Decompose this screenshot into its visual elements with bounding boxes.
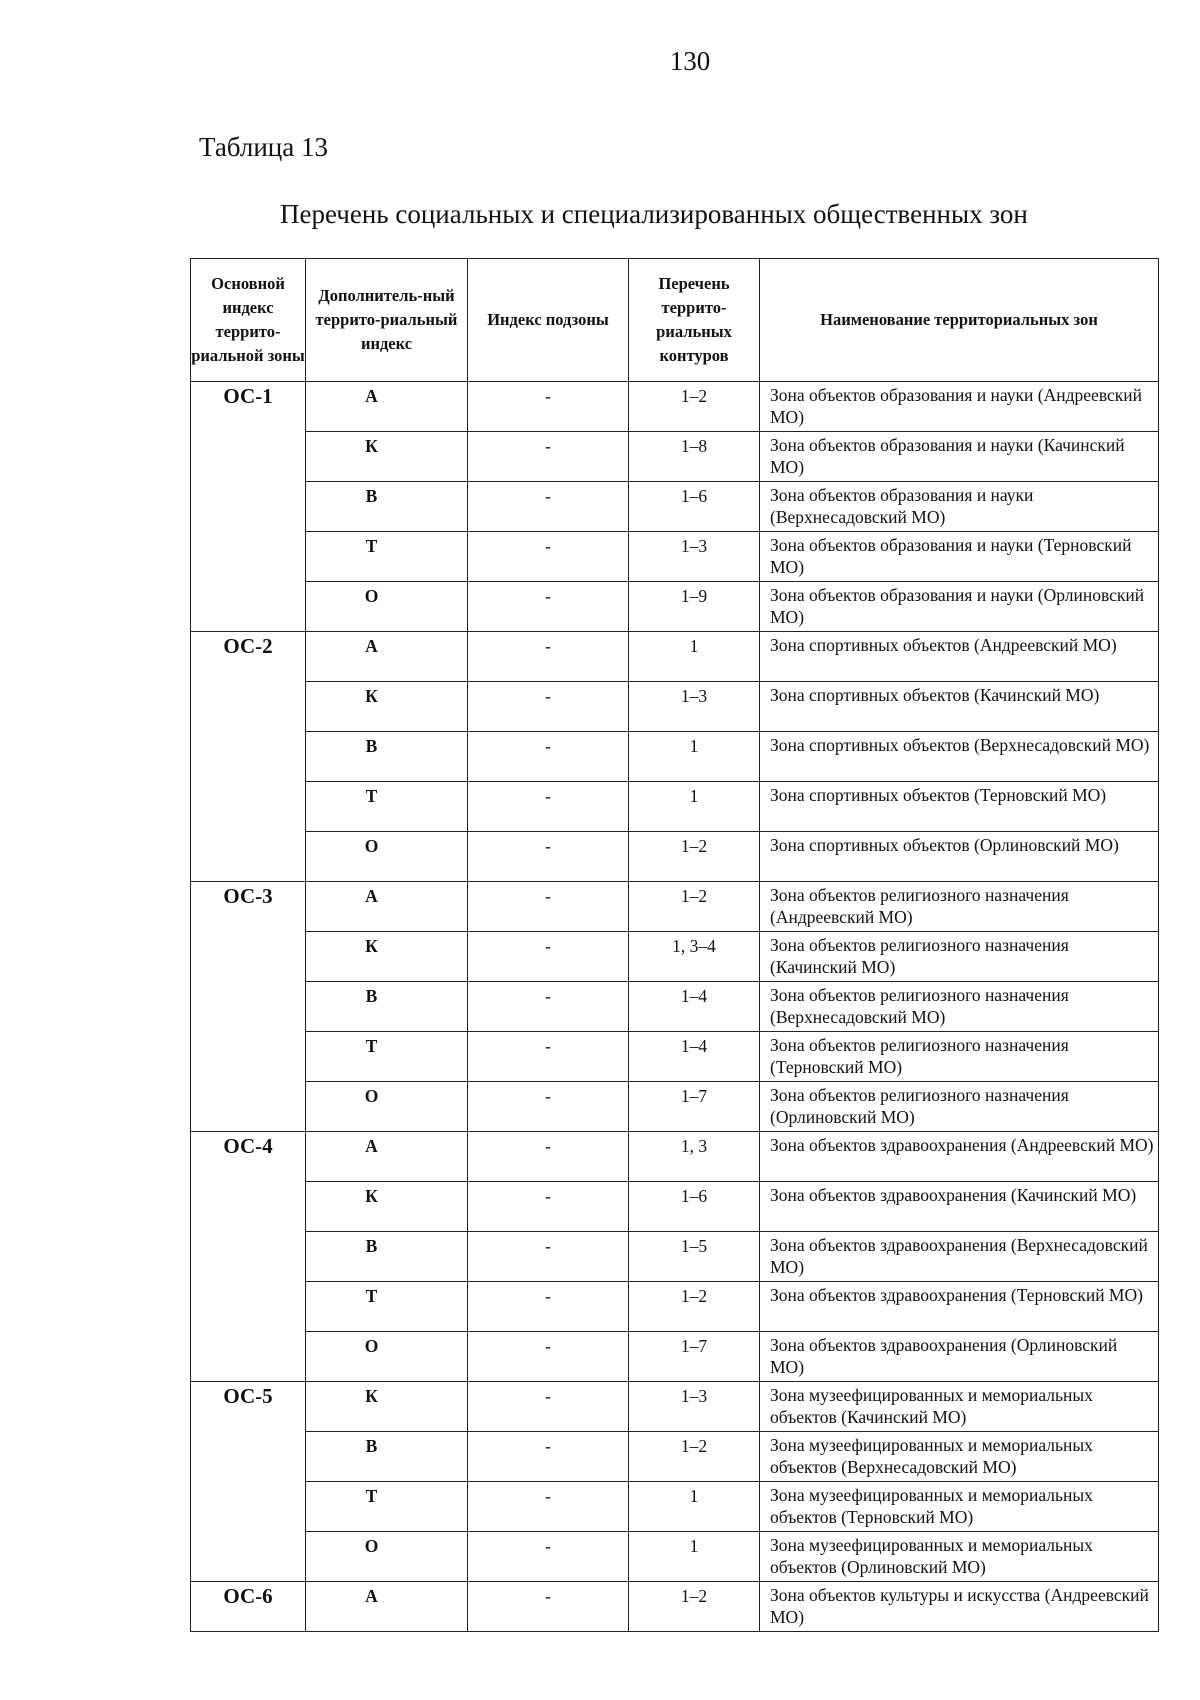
main-index-cell: ОС-6 (191, 1582, 306, 1632)
contours-cell: 1–3 (629, 682, 760, 732)
zone-name-cell: Зона объектов религиозного назначения (Андреевский МО) (760, 882, 1159, 932)
zone-name-cell: Зона объектов религиозного назначения (Терновский МО) (760, 1032, 1159, 1082)
table-row (191, 382, 1159, 432)
contours-cell: 1 (629, 782, 760, 832)
table-row (191, 1082, 1159, 1132)
main-index-cell: ОС-4 (191, 1132, 306, 1382)
zone-name-cell: Зона спортивных объектов (Качинский МО) (760, 682, 1159, 732)
additional-index-cell: Т (306, 782, 468, 832)
table-row (191, 782, 1159, 832)
zone-name-cell: Зона объектов образования и науки (Верхнесадовский МО) (760, 482, 1159, 532)
subzone-index-cell: - (468, 1332, 629, 1382)
zone-name-cell: Зона объектов образования и науки (Андреевский МО) (760, 382, 1159, 432)
subzone-index-cell: - (468, 732, 629, 782)
table-title: Перечень социальных и специализированных общественных зон (280, 199, 1028, 229)
subzone-index-cell: - (468, 582, 629, 632)
zones-table-body (191, 382, 1159, 1632)
additional-index-cell: В (306, 482, 468, 532)
additional-index-cell: К (306, 1382, 468, 1432)
subzone-index-cell: - (468, 1382, 629, 1432)
contours-cell: 1–2 (629, 382, 760, 432)
additional-index-cell: О (306, 1082, 468, 1132)
additional-index-cell: А (306, 632, 468, 682)
table-label: Таблица 13 (199, 132, 328, 162)
main-index-cell: ОС-2 (191, 632, 306, 882)
subzone-index-cell: - (468, 1282, 629, 1332)
table-row (191, 1182, 1159, 1232)
table-row (191, 1382, 1159, 1432)
contours-cell: 1–2 (629, 1582, 760, 1632)
contours-cell: 1–3 (629, 1382, 760, 1432)
table-row (191, 1132, 1159, 1182)
table-row (191, 1032, 1159, 1082)
additional-index-cell: А (306, 1582, 468, 1632)
zone-name-cell: Зона объектов религиозного назначения (Верхнесадовский МО) (760, 982, 1159, 1032)
subzone-index-cell: - (468, 1532, 629, 1582)
additional-index-cell: Т (306, 1482, 468, 1532)
header-zone-name: Наименование территориальных зон (760, 259, 1159, 382)
contours-cell: 1, 3 (629, 1132, 760, 1182)
zone-name-cell: Зона музеефицированных и мемориальных объектов (Орлиновский МО) (760, 1532, 1159, 1582)
contours-cell: 1–2 (629, 882, 760, 932)
header-subzone-index: Индекс подзоны (468, 259, 629, 382)
main-index-cell: ОС-5 (191, 1382, 306, 1582)
additional-index-cell: В (306, 1232, 468, 1282)
header-contours-list: Перечень террито-риальных контуров (629, 259, 760, 382)
table-row (191, 632, 1159, 682)
subzone-index-cell: - (468, 482, 629, 532)
subzone-index-cell: - (468, 882, 629, 932)
contours-cell: 1–2 (629, 832, 760, 882)
zone-name-cell: Зона объектов образования и науки (Терновский МО) (760, 532, 1159, 582)
contours-cell: 1 (629, 632, 760, 682)
subzone-index-cell: - (468, 832, 629, 882)
zone-name-cell: Зона объектов здравоохранения (Терновский МО) (760, 1282, 1159, 1332)
additional-index-cell: К (306, 682, 468, 732)
additional-index-cell: К (306, 1182, 468, 1232)
header-additional-index: Дополнитель-ный террито-риальный индекс (306, 259, 468, 382)
subzone-index-cell: - (468, 1232, 629, 1282)
zone-name-cell: Зона объектов здравоохранения (Орлиновский МО) (760, 1332, 1159, 1382)
table-row (191, 882, 1159, 932)
zone-name-cell: Зона объектов религиозного назначения (Качинский МО) (760, 932, 1159, 982)
subzone-index-cell: - (468, 1432, 629, 1482)
additional-index-cell: Т (306, 532, 468, 582)
zones-table (190, 258, 1159, 1632)
subzone-index-cell: - (468, 1482, 629, 1532)
contours-cell: 1–5 (629, 1232, 760, 1282)
subzone-index-cell: - (468, 1132, 629, 1182)
zone-name-cell: Зона объектов культуры и искусства (Андреевский МО) (760, 1582, 1159, 1632)
table-row (191, 582, 1159, 632)
additional-index-cell: К (306, 932, 468, 982)
table-row (191, 1532, 1159, 1582)
table-row (191, 982, 1159, 1032)
contours-cell: 1–7 (629, 1082, 760, 1132)
table-row (191, 732, 1159, 782)
subzone-index-cell: - (468, 1032, 629, 1082)
contours-cell: 1 (629, 1482, 760, 1532)
contours-cell: 1–9 (629, 582, 760, 632)
subzone-index-cell: - (468, 382, 629, 432)
additional-index-cell: О (306, 1332, 468, 1382)
table-row (191, 1332, 1159, 1382)
contours-cell: 1–2 (629, 1282, 760, 1332)
zone-name-cell: Зона спортивных объектов (Орлиновский МО) (760, 832, 1159, 882)
table-row (191, 1482, 1159, 1532)
contours-cell: 1 (629, 732, 760, 782)
additional-index-cell: А (306, 382, 468, 432)
contours-cell: 1–4 (629, 982, 760, 1032)
main-index-cell: ОС-3 (191, 882, 306, 1132)
zone-name-cell: Зона объектов образования и науки (Орлиновский МО) (760, 582, 1159, 632)
zone-name-cell: Зона объектов здравоохранения (Андреевский МО) (760, 1132, 1159, 1182)
table-row (191, 832, 1159, 882)
zone-name-cell: Зона спортивных объектов (Андреевский МО) (760, 632, 1159, 682)
header-main-index: Основной индекс террито-риальной зоны (191, 259, 306, 382)
additional-index-cell: В (306, 982, 468, 1032)
table-row (191, 1232, 1159, 1282)
zone-name-cell: Зона объектов здравоохранения (Верхнесадовский МО) (760, 1232, 1159, 1282)
contours-cell: 1–3 (629, 532, 760, 582)
zone-name-cell: Зона объектов религиозного назначения (Орлиновский МО) (760, 1082, 1159, 1132)
additional-index-cell: О (306, 832, 468, 882)
subzone-index-cell: - (468, 932, 629, 982)
additional-index-cell: Т (306, 1032, 468, 1082)
contours-cell: 1–7 (629, 1332, 760, 1382)
table-row (191, 1282, 1159, 1332)
table-row (191, 1582, 1159, 1632)
additional-index-cell: А (306, 1132, 468, 1182)
additional-index-cell: В (306, 732, 468, 782)
subzone-index-cell: - (468, 1082, 629, 1132)
contours-cell: 1–4 (629, 1032, 760, 1082)
subzone-index-cell: - (468, 782, 629, 832)
table-row (191, 682, 1159, 732)
zone-name-cell: Зона музеефицированных и мемориальных объектов (Терновский МО) (760, 1482, 1159, 1532)
main-index-cell: ОС-1 (191, 382, 306, 632)
contours-cell: 1–6 (629, 1182, 760, 1232)
subzone-index-cell: - (468, 682, 629, 732)
page-number: 130 (669, 46, 711, 76)
table-row (191, 482, 1159, 532)
table-header-row (191, 259, 1159, 382)
subzone-index-cell: - (468, 1582, 629, 1632)
table-row (191, 532, 1159, 582)
subzone-index-cell: - (468, 1182, 629, 1232)
contours-cell: 1–2 (629, 1432, 760, 1482)
zone-name-cell: Зона объектов образования и науки (Качинский МО) (760, 432, 1159, 482)
subzone-index-cell: - (468, 432, 629, 482)
additional-index-cell: А (306, 882, 468, 932)
additional-index-cell: К (306, 432, 468, 482)
additional-index-cell: Т (306, 1282, 468, 1332)
contours-cell: 1 (629, 1532, 760, 1582)
contours-cell: 1, 3–4 (629, 932, 760, 982)
table-row (191, 1432, 1159, 1482)
table-row (191, 932, 1159, 982)
subzone-index-cell: - (468, 532, 629, 582)
subzone-index-cell: - (468, 632, 629, 682)
zone-name-cell: Зона музеефицированных и мемориальных объектов (Качинский МО) (760, 1382, 1159, 1432)
table-row (191, 432, 1159, 482)
zone-name-cell: Зона спортивных объектов (Терновский МО) (760, 782, 1159, 832)
additional-index-cell: О (306, 582, 468, 632)
zone-name-cell: Зона объектов здравоохранения (Качинский МО) (760, 1182, 1159, 1232)
zone-name-cell: Зона музеефицированных и мемориальных объектов (Верхнесадовский МО) (760, 1432, 1159, 1482)
additional-index-cell: О (306, 1532, 468, 1582)
subzone-index-cell: - (468, 982, 629, 1032)
zone-name-cell: Зона спортивных объектов (Верхнесадовский МО) (760, 732, 1159, 782)
additional-index-cell: В (306, 1432, 468, 1482)
contours-cell: 1–6 (629, 482, 760, 532)
contours-cell: 1–8 (629, 432, 760, 482)
